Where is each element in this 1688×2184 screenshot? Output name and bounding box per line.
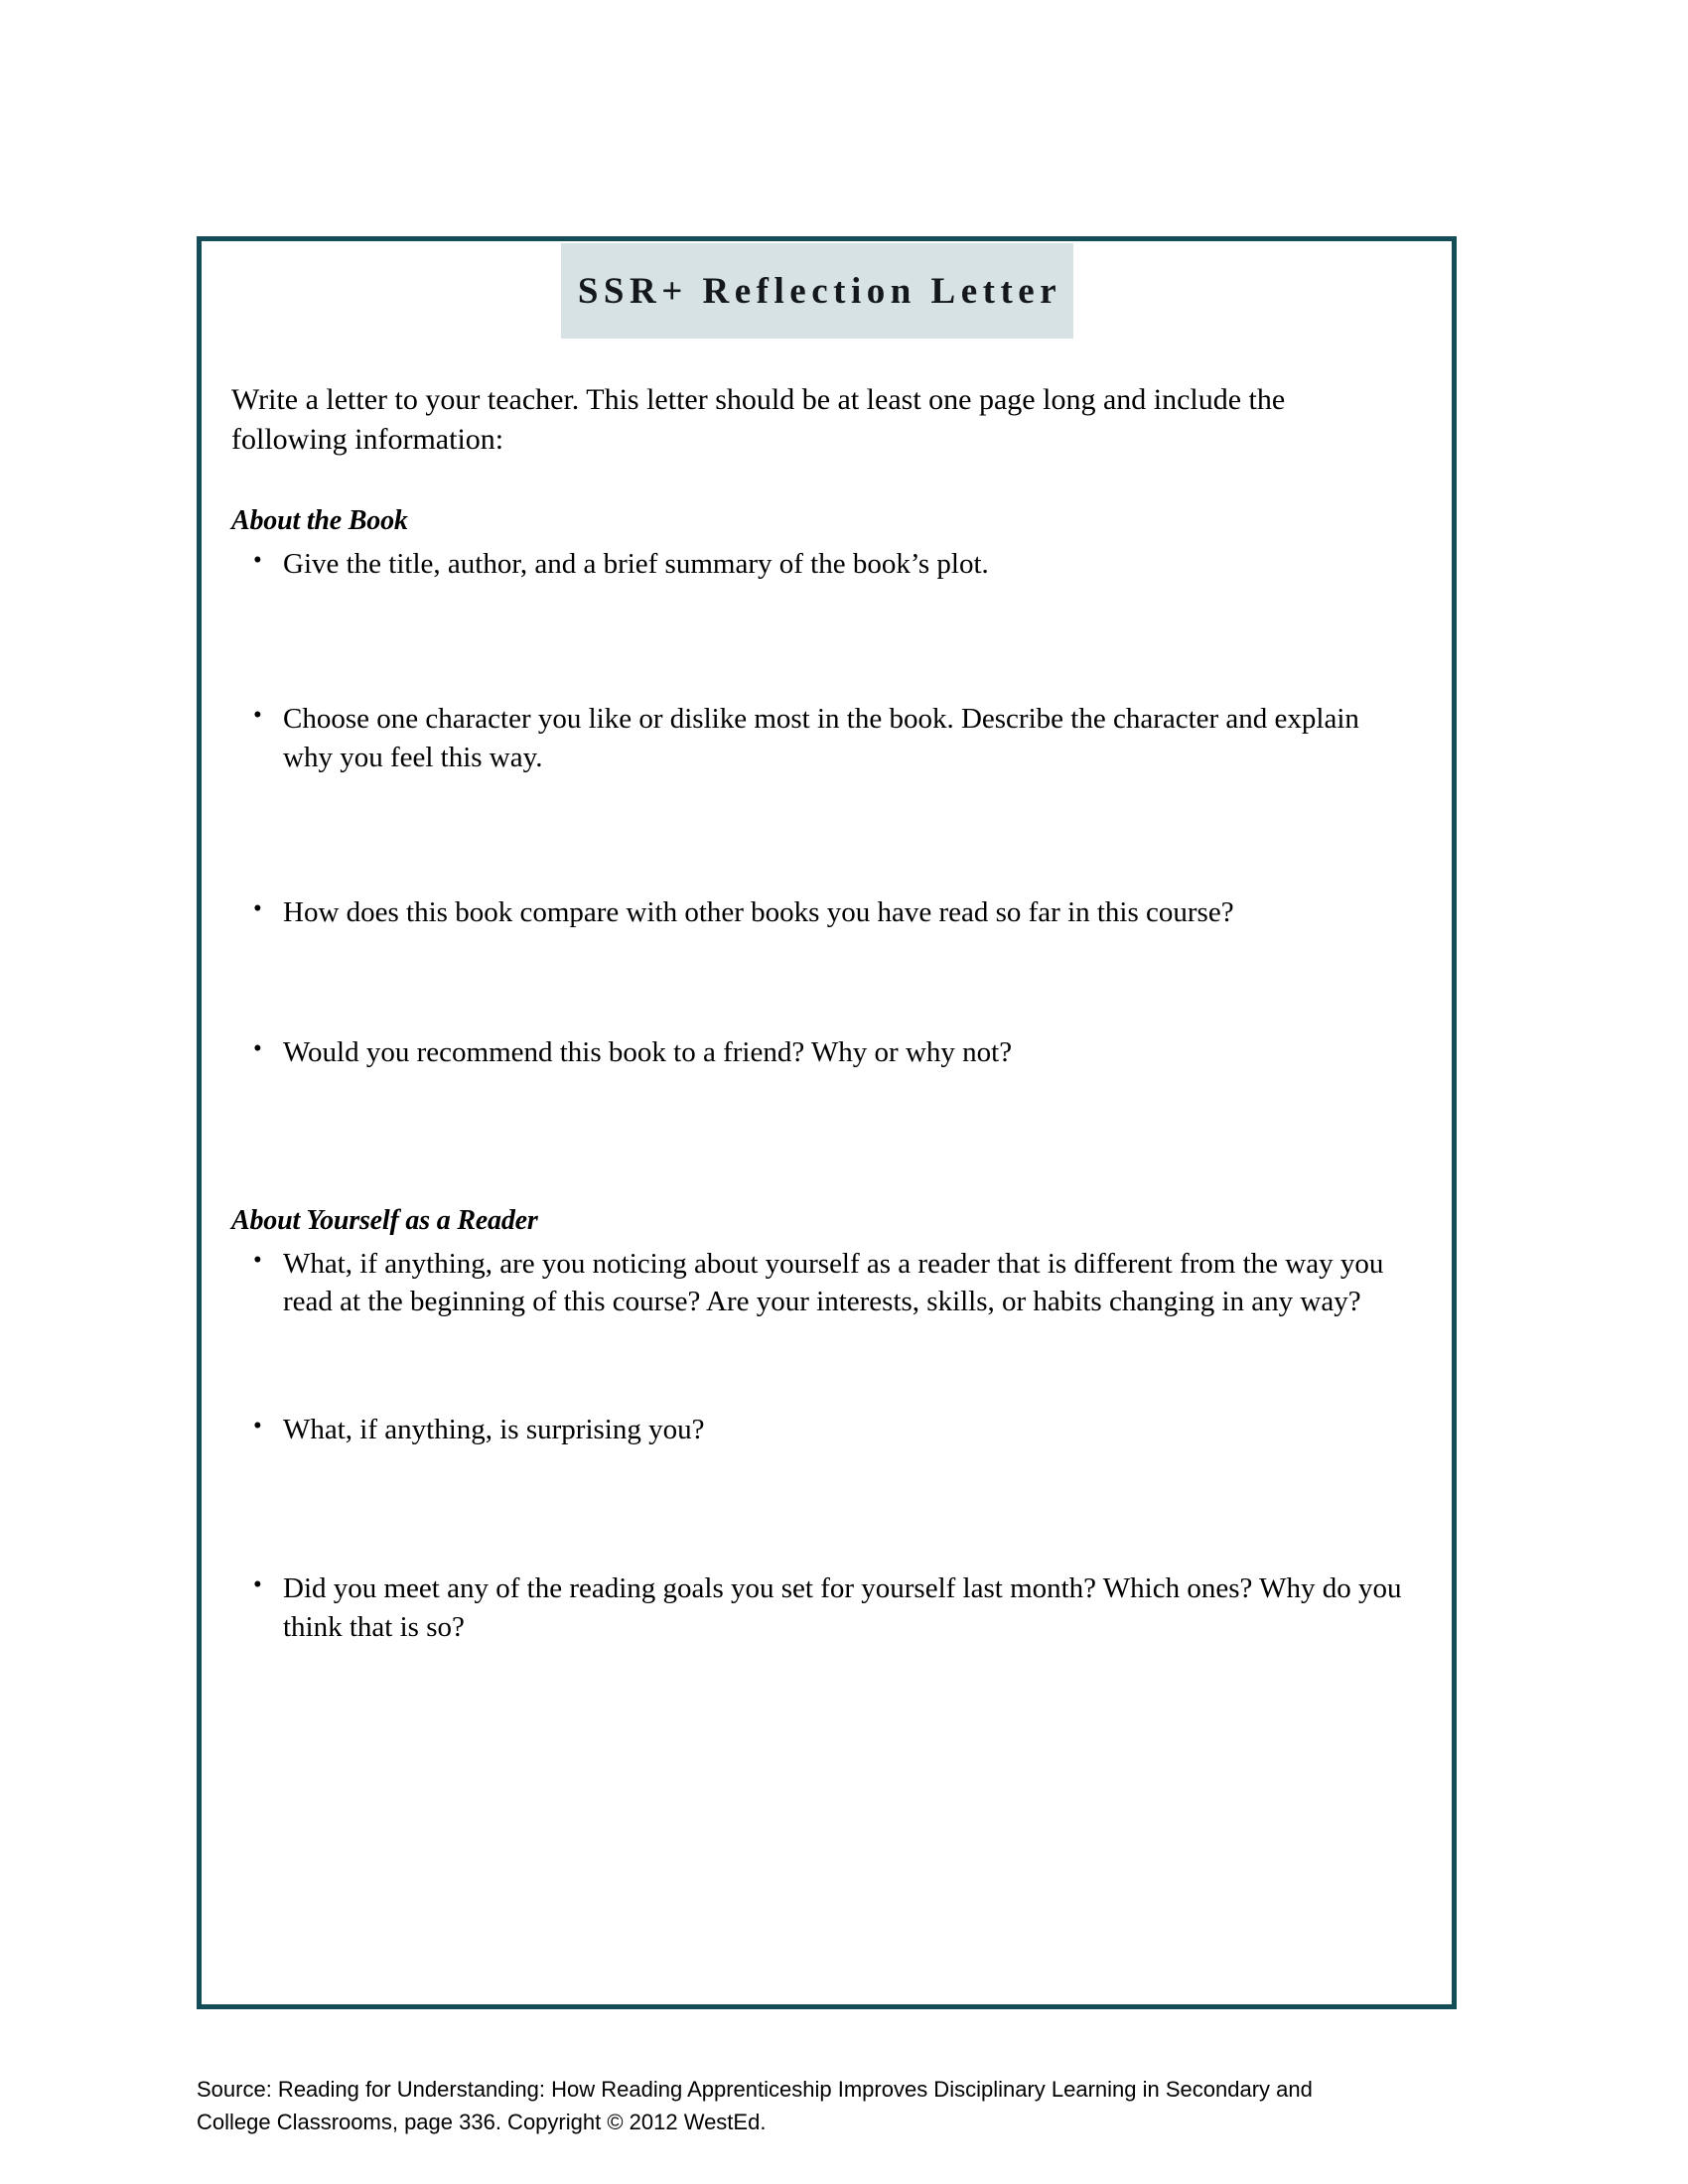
intro-paragraph: Write a letter to your teacher. This letter should be at least one page long and include the following information: bbox=[231, 383, 1286, 456]
section-about-the-book bbox=[231, 505, 1413, 1072]
prompt-item bbox=[231, 893, 1413, 932]
prompt-text: • How does this book compare with other books you have read so far in this course? bbox=[283, 896, 1234, 929]
worksheet-border-box bbox=[197, 236, 1457, 2009]
prompt-list-about-the-book bbox=[231, 545, 1413, 1072]
prompt-text: • What, if anything, are you noticing about yourself as a reader that is different from the way you read at the beginning of this course? Are your interests, skills, or habits changing in any way? bbox=[283, 1247, 1384, 1318]
prompt-text: • Did you meet any of the reading goals you set for yourself last month? Which ones? Why do you think that is so? bbox=[283, 1572, 1402, 1643]
prompt-text: • Choose one character you like or dislike most in the book. Describe the character and explain why you feel this way. bbox=[283, 703, 1359, 773]
prompt-item bbox=[231, 1033, 1413, 1072]
section-heading-about-yourself-as-a-reader: About Yourself as a Reader bbox=[231, 1204, 538, 1236]
prompt-text: • Give the title, author, and a brief summary of the book’s plot. bbox=[283, 547, 989, 580]
title-banner bbox=[561, 243, 1073, 339]
source-citation-line-2: College Classrooms, page 336. Copyright © 2012 WestEd. bbox=[197, 2110, 767, 2134]
prompt-text: • Would you recommend this book to a friend? Why or why not? bbox=[283, 1036, 1013, 1069]
section-about-yourself-as-a-reader bbox=[231, 1205, 1413, 1647]
source-citation-line-1: Source: Reading for Understanding: How Reading Apprenticeship Improves Disciplinary Learning in Secondary and bbox=[197, 2077, 1313, 2102]
worksheet-content bbox=[231, 380, 1413, 1646]
prompt-list-about-yourself bbox=[231, 1245, 1413, 1647]
prompt-text: • What, if anything, is surprising you? bbox=[283, 1413, 705, 1445]
prompt-item bbox=[231, 1570, 1413, 1646]
prompt-item bbox=[231, 545, 1413, 584]
prompt-item bbox=[231, 1411, 1413, 1449]
source-citation bbox=[197, 2073, 1388, 2138]
prompt-item bbox=[231, 700, 1413, 776]
prompt-item bbox=[231, 1245, 1413, 1321]
page-title: SSR+ Reflection Letter bbox=[577, 270, 1062, 312]
section-heading-about-the-book: About the Book bbox=[231, 504, 408, 536]
